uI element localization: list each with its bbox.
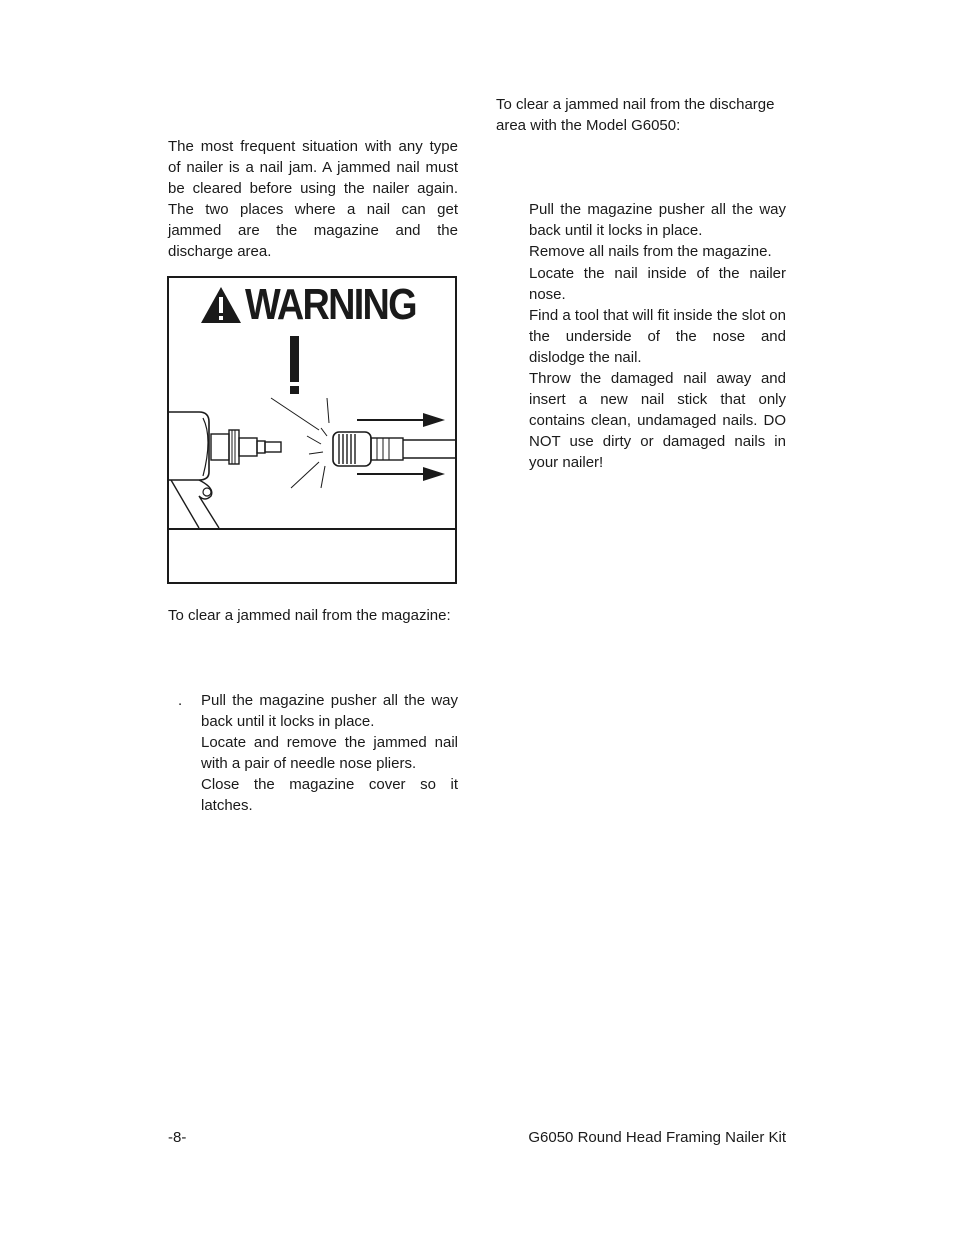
nailer-body bbox=[169, 412, 209, 480]
page-number: -8- bbox=[168, 1129, 187, 1146]
discharge-step-5: Throw the damaged nail away and insert a new nail stick that only contains clean, undamaged nails. DO NOT use dirty or damaged nails in your nailer! bbox=[529, 370, 786, 471]
warning-triangle-icon bbox=[199, 285, 243, 325]
exclamation-dot bbox=[290, 386, 299, 394]
male-fitting bbox=[211, 434, 229, 460]
document-title: G6050 Round Head Framing Nailer Kit bbox=[528, 1129, 786, 1146]
warning-word: WARNING bbox=[245, 280, 416, 329]
warning-divider bbox=[169, 528, 455, 530]
discharge-step-4: Find a tool that will fit inside the slot on the underside of the nose and dislodge the nail. bbox=[529, 307, 786, 366]
warning-header bbox=[199, 282, 444, 328]
magazine-step-1: Pull the magazine pusher all the way back until it locks in place. bbox=[201, 692, 458, 730]
discharge-step-1: Pull the magazine pusher all the way back until it locks in place. bbox=[529, 201, 786, 239]
magazine-step-3: Close the magazine cover so it latches. bbox=[201, 776, 458, 814]
air-hose-coupler-illustration bbox=[169, 328, 455, 528]
discharge-intro: To clear a jammed nail from the discharge area with the Model G6050: bbox=[496, 96, 775, 134]
warning-box bbox=[167, 276, 457, 584]
step-bullet: . bbox=[178, 692, 183, 709]
discharge-step-2: Remove all nails from the magazine. bbox=[529, 243, 772, 260]
magazine-step-2: Locate and remove the jammed nail with a pair of needle nose pliers. bbox=[201, 734, 458, 772]
intro-paragraph: The most frequent situation with any type of nailer is a nail jam. A jammed nail must be cleared before using the nailer again. The two places where a nail can get jammed are the magazine and the discharge area. bbox=[168, 138, 458, 260]
magazine-intro: To clear a jammed nail from the magazine: bbox=[168, 607, 451, 624]
exclamation-bar bbox=[290, 336, 299, 382]
discharge-step-3: Locate the nail inside of the nailer nose. bbox=[529, 265, 786, 303]
